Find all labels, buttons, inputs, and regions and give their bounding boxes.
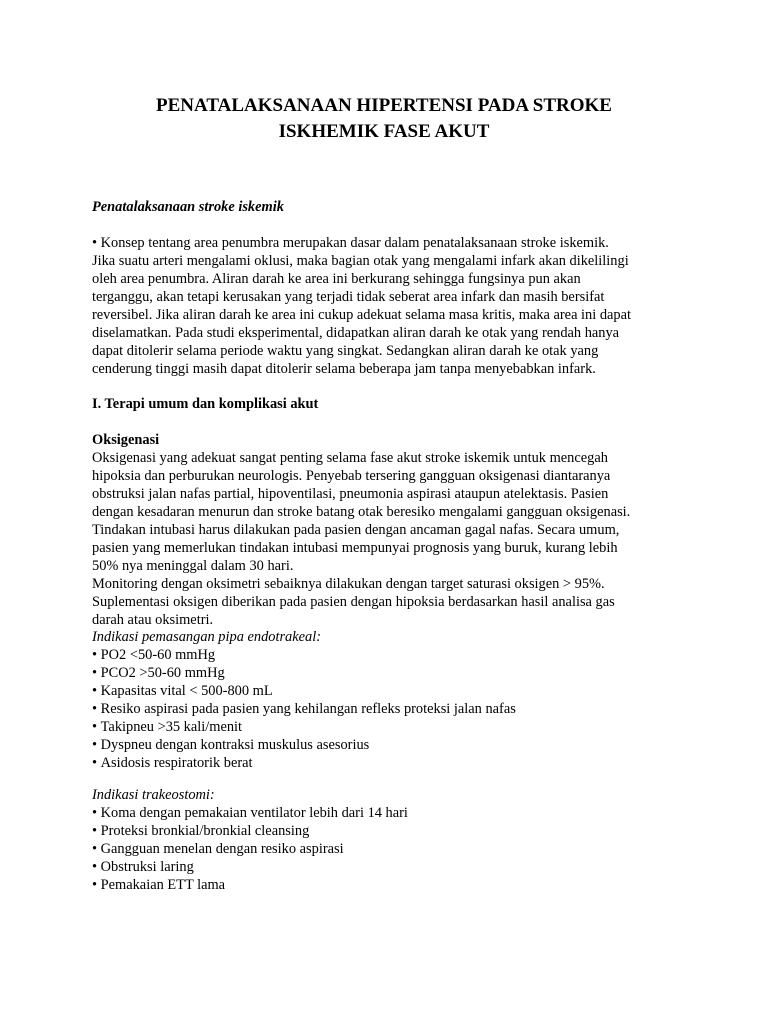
oksigenasi-heading: Oksigenasi (92, 432, 160, 448)
text-line: dengan kesadaran menurun dan stroke batang otak beresiko mengalami gangguan oksigenasi. (92, 504, 631, 520)
subsection-heading: I. Terapi umum dan komplikasi akut (92, 396, 319, 412)
text-line: cenderung tinggi masih dapat ditolerir selama beberapa jam tanpa menyebabkan infark. (92, 361, 596, 377)
list-item: • Koma dengan pemakaian ventilator lebih dari 14 hari (92, 804, 692, 822)
text-line: obstruksi jalan nafas partial, hipoventilasi, pneumonia aspirasi ataupun atelektasis. Pasien (92, 486, 609, 502)
text-line: dapat ditolerir selama periode waktu yang singkat. Sedangkan aliran darah ke otak yang (92, 343, 599, 359)
text-line: Oksigenasi yang adekuat sangat penting selama fase akut stroke iskemik untuk mencegah (92, 450, 608, 466)
title-line: PENATALAKSANAAN HIPERTENSI PADA STROKE (156, 95, 612, 116)
trakeostomi-list (92, 804, 692, 894)
list-item: • Takipneu >35 kali/menit (92, 718, 692, 736)
text-line: • Konsep tentang area penumbra merupakan dasar dalam penatalaksanaan stroke iskemik. (92, 235, 609, 251)
text-line: hipoksia dan perburukan neurologis. Penyebab tersering gangguan oksigenasi diantaranya (92, 468, 611, 484)
section-heading: Penatalaksanaan stroke iskemik (92, 199, 284, 215)
list-item: • Pemakaian ETT lama (92, 876, 692, 894)
oksigenasi-paragraph (92, 449, 692, 629)
document-title (92, 93, 676, 145)
text-line: terganggu, akan tetapi kerusakan yang terjadi tidak seberat area infark dan masih bersifat (92, 289, 605, 305)
list-item: • Proteksi bronkial/bronkial cleansing (92, 822, 692, 840)
list-item: • PO2 <50-60 mmHg (92, 646, 692, 664)
endotrakeal-heading: Indikasi pemasangan pipa endotrakeal: (92, 629, 322, 645)
text-line: reversibel. Jika aliran darah ke area ini cukup adekuat selama masa kritis, maka area ini dapat (92, 307, 632, 323)
text-line: Jika suatu arteri mengalami oklusi, maka bagian otak yang mengalami infark akan dikelilingi (92, 253, 629, 269)
text-line: Suplementasi oksigen diberikan pada pasien dengan hipoksia berdasarkan hasil analisa gas (92, 594, 615, 610)
list-item: • Kapasitas vital < 500-800 mL (92, 682, 692, 700)
list-item: • Gangguan menelan dengan resiko aspirasi (92, 840, 692, 858)
list-item: • Dyspneu dengan kontraksi muskulus asesorius (92, 736, 692, 754)
title-line: ISKHEMIK FASE AKUT (278, 121, 490, 142)
text-line: Tindakan intubasi harus dilakukan pada pasien dengan ancaman gagal nafas. Secara umum, (92, 522, 620, 538)
text-line: diselamatkan. Pada studi eksperimental, didapatkan aliran darah ke otak yang rendah hanya (92, 325, 620, 341)
text-line: Monitoring dengan oksimetri sebaiknya dilakukan dengan target saturasi oksigen > 95%. (92, 576, 605, 592)
list-item: • Asidosis respiratorik berat (92, 754, 692, 772)
list-item: • Resiko aspirasi pada pasien yang kehilangan refleks proteksi jalan nafas (92, 700, 692, 718)
endotrakeal-list (92, 646, 692, 772)
text-line: oleh area penumbra. Aliran darah ke area ini berkurang sehingga fungsinya pun akan (92, 271, 581, 287)
text-line: 50% nya meninggal dalam 30 hari. (92, 558, 294, 574)
list-item: • Obstruksi laring (92, 858, 692, 876)
text-line: pasien yang memerlukan tindakan intubasi mempunyai prognosis yang buruk, kurang lebih (92, 540, 618, 556)
text-line: darah atau oksimetri. (92, 612, 214, 628)
trakeostomi-heading: Indikasi trakeostomi: (92, 787, 215, 803)
list-item: • PCO2 >50-60 mmHg (92, 664, 692, 682)
intro-paragraph (92, 234, 692, 378)
